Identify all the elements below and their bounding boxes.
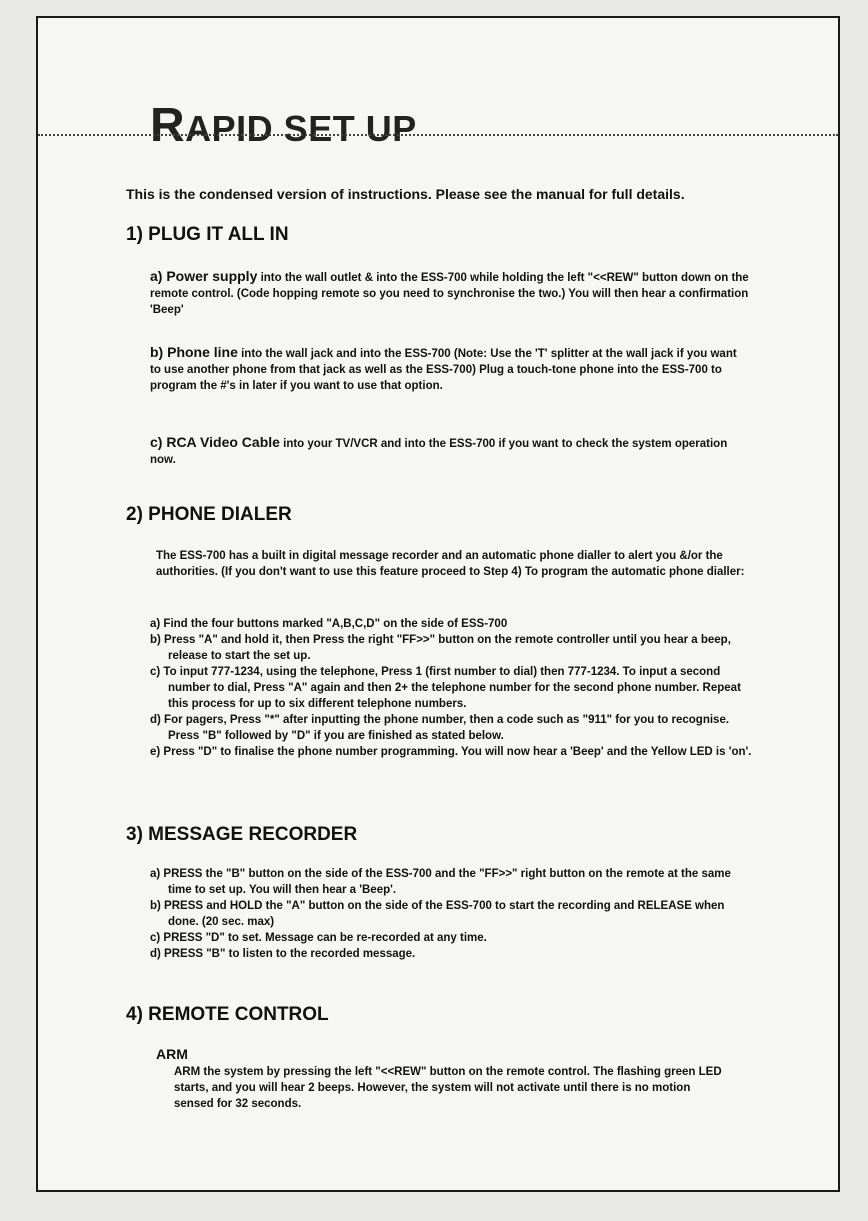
item-b-label: b) Phone line bbox=[150, 344, 238, 360]
section-3-heading: 3) MESSAGE RECORDER bbox=[126, 824, 358, 845]
section-1-item-a bbox=[150, 268, 750, 318]
list-item: c) To input 777-1234, using the telephone, Press 1 (first number to dial) then 777-1234. To input a second number to dial, Press "A" again and then 2+ the telephone number for the second phone number. Repeat this process for up to six different telephone numbers. bbox=[150, 666, 741, 710]
item-a-label: a) Power supply bbox=[150, 268, 258, 284]
list-item: d) For pagers, Press "*" after inputting the phone number, then a code such as "911" for you to recognise. Press "B" followed by "D" if you are finished as stated below. bbox=[150, 714, 730, 742]
section-3-list bbox=[150, 866, 754, 962]
item-c-label: c) RCA Video Cable bbox=[150, 434, 280, 450]
section-1-item-b bbox=[150, 344, 750, 394]
arm-heading: ARM bbox=[156, 1046, 188, 1062]
item-a-text: into the wall outlet & into the ESS-700 while holding the left "<<REW" button down on the remote control. (Code hopping remote so you need to synchronise the two.) You will then hear a confirmation 'Beep' bbox=[150, 272, 749, 316]
list-item: a) Find the four buttons marked "A,B,C,D" on the side of ESS-700 bbox=[150, 618, 508, 630]
section-2-heading: 2) PHONE DIALER bbox=[126, 504, 292, 525]
title-rest: APID SET UP bbox=[185, 108, 417, 149]
page-title bbox=[150, 98, 417, 153]
list-item: d) PRESS "B" to listen to the recorded message. bbox=[150, 948, 416, 960]
section-4-heading: 4) REMOTE CONTROL bbox=[126, 1004, 329, 1025]
item-b-text: into the wall jack and into the ESS-700 (Note: Use the 'T' splitter at the wall jack if you want to use another phone from that jack as well as the ESS-700) Plug a touch-tone phone into the ESS-700 to program the #'s in later if you want to use that option. bbox=[150, 348, 737, 392]
arm-text: ARM the system by pressing the left "<<REW" button on the remote control. The flashing green LED starts, and you will hear 2 beeps. However, the system will not activate until there is no motion sensed for 32 seconds. bbox=[174, 1066, 722, 1110]
section-2-list bbox=[150, 616, 754, 760]
list-item: b) Press "A" and hold it, then Press the right "FF>>" button on the remote controller until you hear a beep, release to start the set up. bbox=[150, 634, 731, 662]
section-2-intro: The ESS-700 has a built in digital message recorder and an automatic phone dialler to alert you &/or the authorities. (If you don't want to use this feature proceed to Step 4) To program the automatic phone dialler: bbox=[156, 550, 745, 578]
item-c-text: into your TV/VCR and into the ESS-700 if you want to check the system operation now. bbox=[150, 438, 728, 466]
list-item: e) Press "D" to finalise the phone number programming. You will now hear a 'Beep' and the Yellow LED is 'on'. bbox=[150, 746, 752, 758]
list-item: c) PRESS "D" to set. Message can be re-recorded at any time. bbox=[150, 932, 487, 944]
section-1-item-c bbox=[150, 434, 750, 468]
intro-text: This is the condensed version of instructions. Please see the manual for full details. bbox=[126, 186, 685, 202]
document-page bbox=[36, 16, 840, 1192]
list-item: a) PRESS the "B" button on the side of the ESS-700 and the "FF>>" right button on the remote at the same time to set up. You will then hear a 'Beep'. bbox=[150, 868, 731, 896]
section-4-arm bbox=[156, 1046, 726, 1112]
dotted-divider bbox=[38, 134, 838, 136]
title-initial: R bbox=[150, 99, 186, 152]
section-1-heading: 1) PLUG IT ALL IN bbox=[126, 224, 289, 245]
list-item: b) PRESS and HOLD the "A" button on the side of the ESS-700 to start the recording and RELEASE when done. (20 sec. max) bbox=[150, 900, 725, 928]
